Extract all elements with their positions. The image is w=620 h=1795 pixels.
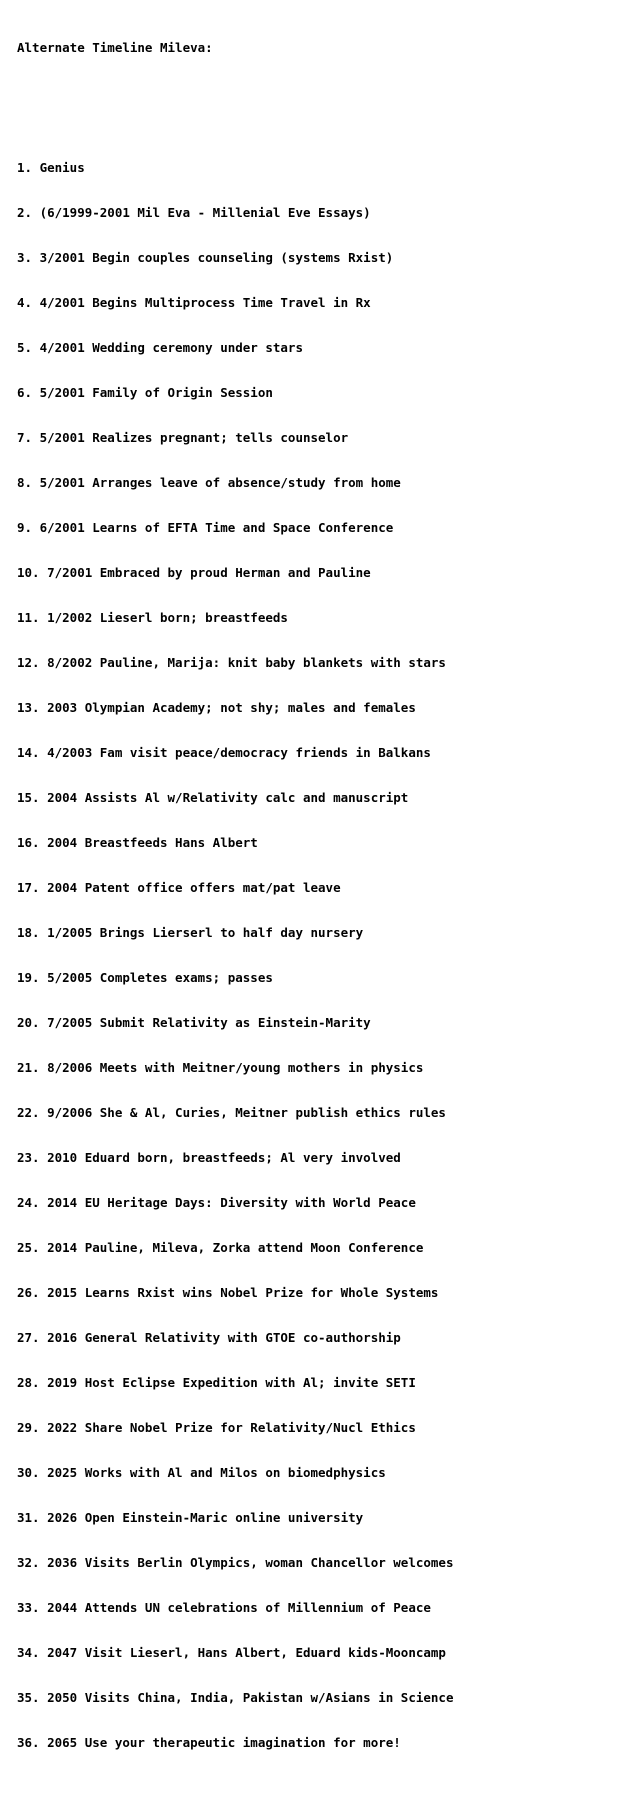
timeline-item: 8. 5/2001 Arranges leave of absence/study from home (17, 475, 401, 490)
timeline-item: 9. 6/2001 Learns of EFTA Time and Space Conference (17, 520, 394, 535)
timeline-item: 29. 2022 Share Nobel Prize for Relativity/Nucl Ethics (17, 1420, 416, 1435)
timeline-item: 35. 2050 Visits China, India, Pakistan w/Asians in Science (17, 1690, 454, 1705)
timeline-item: 33. 2044 Attends UN celebrations of Millennium of Peace (17, 1600, 431, 1615)
timeline-item: 19. 5/2005 Completes exams; passes (17, 970, 273, 985)
timeline-item: 32. 2036 Visits Berlin Olympics, woman Chancellor welcomes (17, 1555, 454, 1570)
timeline-item: 1. Genius (17, 160, 85, 175)
timeline-list (17, 130, 617, 1780)
timeline-item: 15. 2004 Assists Al w/Relativity calc and manuscript (17, 790, 409, 805)
timeline-item: 22. 9/2006 She & Al, Curies, Meitner publish ethics rules (17, 1105, 446, 1120)
timeline-item: 14. 4/2003 Fam visit peace/democracy friends in Balkans (17, 745, 431, 760)
timeline-item: 25. 2014 Pauline, Mileva, Zorka attend Moon Conference (17, 1240, 424, 1255)
timeline-item: 11. 1/2002 Lieserl born; breastfeeds (17, 610, 288, 625)
timeline-item: 6. 5/2001 Family of Origin Session (17, 385, 273, 400)
timeline-item: 23. 2010 Eduard born, breastfeeds; Al very involved (17, 1150, 401, 1165)
timeline-item: 36. 2065 Use your therapeutic imagination for more! (17, 1735, 401, 1750)
blank-line (17, 85, 617, 100)
document-title: Alternate Timeline Mileva: (17, 40, 213, 55)
timeline-item: 34. 2047 Visit Lieserl, Hans Albert, Eduard kids-Mooncamp (17, 1645, 446, 1660)
timeline-item: 12. 8/2002 Pauline, Marija: knit baby blankets with stars (17, 655, 446, 670)
timeline-item: 27. 2016 General Relativity with GTOE co-authorship (17, 1330, 401, 1345)
timeline-item: 24. 2014 EU Heritage Days: Diversity with World Peace (17, 1195, 416, 1210)
timeline-item: 26. 2015 Learns Rxist wins Nobel Prize for Whole Systems (17, 1285, 439, 1300)
timeline-item: 4. 4/2001 Begins Multiprocess Time Travel in Rx (17, 295, 371, 310)
timeline-item: 16. 2004 Breastfeeds Hans Albert (17, 835, 258, 850)
timeline-item: 21. 8/2006 Meets with Meitner/young mothers in physics (17, 1060, 424, 1075)
timeline-item: 7. 5/2001 Realizes pregnant; tells counselor (17, 430, 349, 445)
timeline-item: 13. 2003 Olympian Academy; not shy; males and females (17, 700, 416, 715)
timeline-item: 18. 1/2005 Brings Lierserl to half day nursery (17, 925, 364, 940)
timeline-item: 30. 2025 Works with Al and Milos on biomedphysics (17, 1465, 386, 1480)
timeline-item: 3. 3/2001 Begin couples counseling (systems Rxist) (17, 250, 394, 265)
timeline-item: 28. 2019 Host Eclipse Expedition with Al; invite SETI (17, 1375, 416, 1390)
timeline-item: 31. 2026 Open Einstein-Maric online university (17, 1510, 364, 1525)
timeline-item: 2. (6/1999-2001 Mil Eva - Millenial Eve Essays) (17, 205, 371, 220)
timeline-item: 10. 7/2001 Embraced by proud Herman and Pauline (17, 565, 371, 580)
timeline-item: 20. 7/2005 Submit Relativity as Einstein-Marity (17, 1015, 371, 1030)
timeline-item: 5. 4/2001 Wedding ceremony under stars (17, 340, 303, 355)
timeline-item: 17. 2004 Patent office offers mat/pat leave (17, 880, 341, 895)
document (17, 10, 617, 1795)
